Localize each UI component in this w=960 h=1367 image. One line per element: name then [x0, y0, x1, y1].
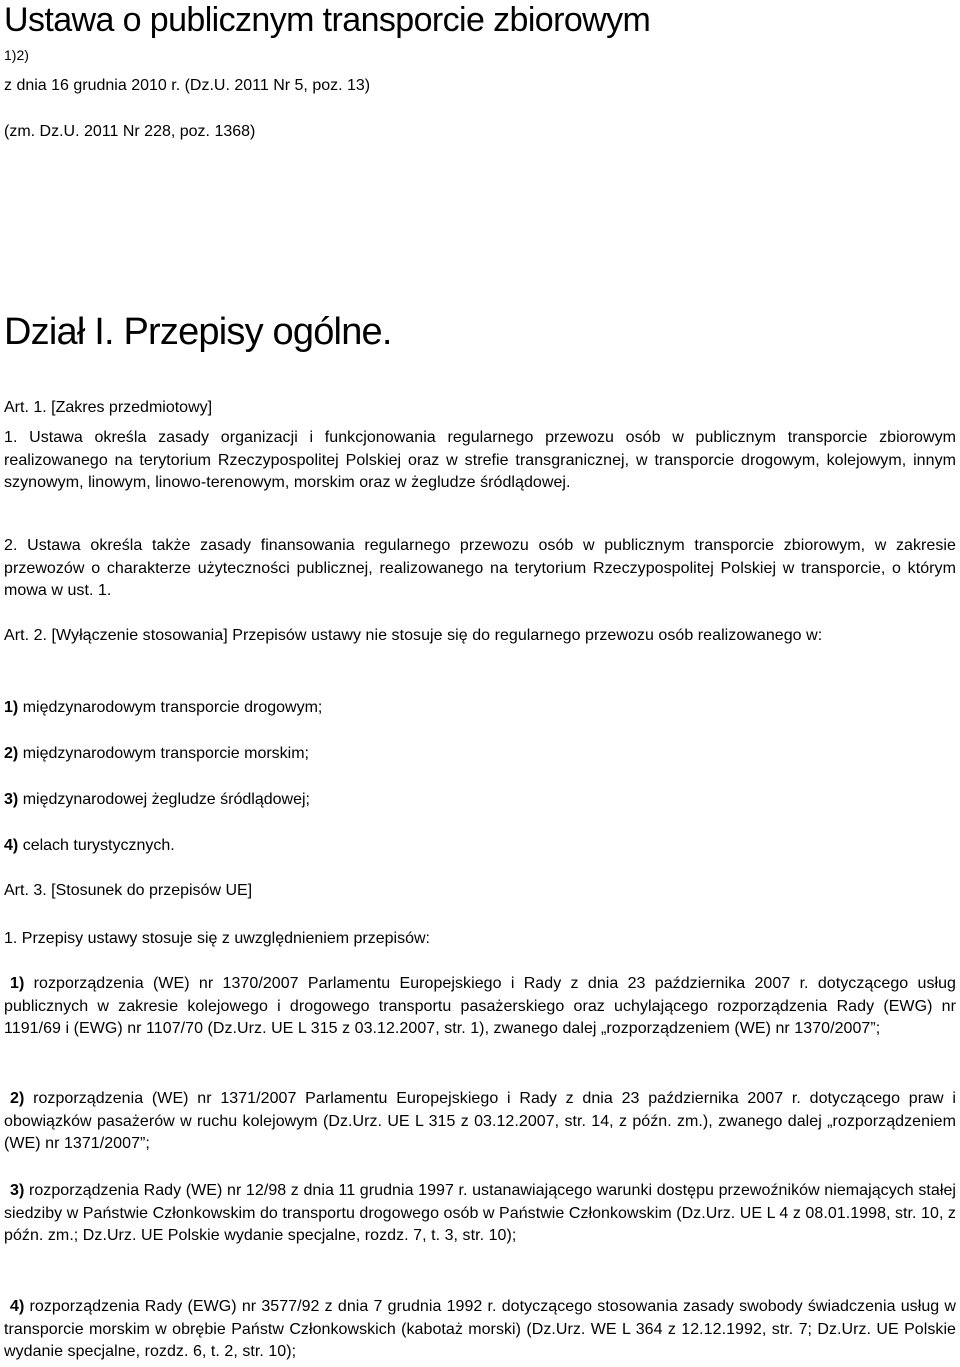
- item-text: międzynarodowej żegludze śródlądowej;: [22, 791, 310, 808]
- item-number: 1): [10, 975, 25, 992]
- art3-item-3: [4, 1180, 956, 1248]
- art1-paragraph-2: [4, 535, 956, 603]
- item-number: 4): [4, 837, 19, 854]
- item-text: międzynarodowym transporcie morskim;: [22, 745, 309, 762]
- item-text: międzynarodowym transporcie drogowym;: [22, 699, 323, 716]
- art3-heading: Art. 3. [Stosunek do przepisów UE]: [4, 882, 253, 899]
- art1-heading: Art. 1. [Zakres przedmiotowy]: [4, 399, 213, 416]
- item-text: rozporządzenia (WE) nr 1371/2007 Parlamentu Europejskiego i Rady z dnia 23 października 2007 r. dotyczącego praw i obowiązków pasażerów w ruchu kolejowym (Dz.Urz. UE L 315 z 03.12.2007, str. 14, z późn. zm.), zwanego dalej „rozporządzeniem (WE) nr 1371/2007”;: [4, 1090, 956, 1152]
- item-text: rozporządzenia Rady (WE) nr 12/98 z dnia 11 grudnia 1997 r. ustanawiającego warunki dostępu przewoźników niemających stałej siedziby w Państwie Członkowskim do transportu drogowego osób w Państwie Członkowskim (Dz.Urz. UE L 4 z 08.01.1998, str. 10, z późn. zm.; Dz.Urz. UE Polskie wydanie specjalne, rozdz. 7, t. 3, str. 10);: [4, 1182, 956, 1244]
- item-number: 2): [4, 745, 19, 762]
- paragraph-number: 1.: [4, 429, 18, 446]
- item-number: 2): [10, 1090, 25, 1107]
- item-number: 3): [4, 791, 19, 808]
- date-line: z dnia 16 grudnia 2010 r. (Dz.U. 2011 Nr 5, poz. 13): [4, 77, 371, 94]
- item-number: 4): [10, 1298, 25, 1315]
- art2-item-4: [4, 835, 175, 857]
- art2-item-3: [4, 789, 310, 811]
- amendment-line: (zm. Dz.U. 2011 Nr 228, poz. 1368): [4, 123, 256, 140]
- item-number: 3): [10, 1182, 25, 1199]
- document-title: Ustawa o publicznym transporcie zbiorowym: [4, 1, 651, 39]
- art2-item-1: [4, 697, 322, 719]
- art2-heading: Art. 2. [Wyłączenie stosowania] Przepisów ustawy nie stosuje się do regularnego przewozu osób realizowanego w:: [4, 627, 823, 644]
- item-text: celach turystycznych.: [22, 837, 175, 854]
- art3-item-2: [4, 1088, 956, 1156]
- art3-item-4: [4, 1296, 956, 1364]
- art3-item-1: [4, 973, 956, 1041]
- art2-item-2: [4, 743, 309, 765]
- paragraph-text: Ustawa określa także zasady finansowania regularnego przewozu osób w publicznym transporcie zbiorowym, w zakresie przewozów o charakterze użyteczności publicznej, realizowanego na terytorium Rzeczypospolitej Polskiej w transporcie, o którym mowa w ust. 1.: [4, 537, 956, 599]
- footnote-refs: 1)2): [4, 47, 29, 63]
- paragraph-number: 2.: [4, 537, 18, 554]
- art3-intro: 1. Przepisy ustawy stosuje się z uwzględnieniem przepisów:: [4, 930, 430, 947]
- art1-paragraph-1: [4, 427, 956, 495]
- item-number: 1): [4, 699, 19, 716]
- item-text: rozporządzenia Rady (EWG) nr 3577/92 z dnia 7 grudnia 1992 r. dotyczącego stosowania zasady swobody świadczenia usług w transporcie morskim w obrębie Państw Członkowskich (kabotaż morski) (Dz.Urz. WE L 364 z 12.12.1992, str. 7; Dz.Urz. UE Polskie wydanie specjalne, rozdz. 6, t. 2, str. 10);: [4, 1298, 957, 1360]
- section-heading: Dział I. Przepisy ogólne.: [4, 311, 392, 353]
- item-text: rozporządzenia (WE) nr 1370/2007 Parlamentu Europejskiego i Rady z dnia 23 października 2007 r. dotyczącego usług publicznych w zakresie kolejowego i drogowego transportu pasażerskiego oraz uchylającego rozporządzenia Rady (EWG) nr 1191/69 i (EWG) nr 1107/70 (Dz.Urz. UE L 315 z 03.12.2007, str. 1), zwanego dalej „rozporządzeniem (WE) nr 1370/2007”;: [4, 975, 957, 1037]
- paragraph-text: Ustawa określa zasady organizacji i funkcjonowania regularnego przewozu osób w publicznym transporcie zbiorowym realizowanego na terytorium Rzeczypospolitej Polskiej oraz w strefie transgranicznej, w transporcie drogowym, kolejowym, innym szynowym, linowym, linowo-terenowym, morskim oraz w żegludze śródlądowej.: [4, 429, 956, 491]
